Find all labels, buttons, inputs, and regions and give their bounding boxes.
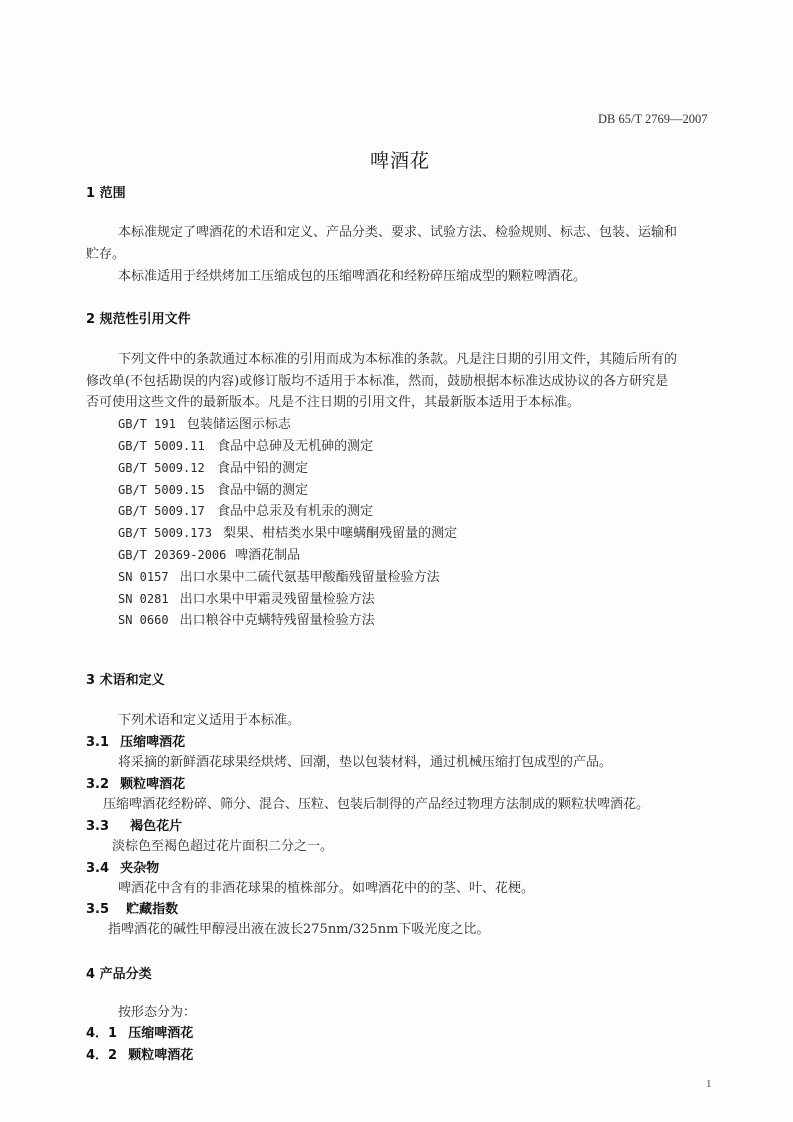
category-number: 4．1 (86, 1026, 118, 1041)
category-name: 压缩啤酒花 (128, 1026, 194, 1041)
reference-item (118, 522, 457, 541)
reference-title: 食品中铅的测定 (217, 461, 309, 476)
term-heading (86, 815, 182, 834)
reference-title: 出口水果中甲霜灵残留量检验方法 (179, 592, 375, 607)
reference-title: 梨果、柑桔类水果中噻螨酮残留量的测定 (223, 526, 458, 541)
term-definition: 指啤酒花的碱性甲醇浸出液在波长275nm/325nm下吸光度之比。 (108, 922, 490, 937)
category-name: 颗粒啤酒花 (128, 1048, 194, 1063)
reference-code: SN 0281 (118, 592, 169, 606)
category-item (86, 1044, 193, 1063)
term-name: 贮藏指数 (126, 902, 179, 917)
category-number: 4．2 (86, 1048, 118, 1063)
term-name: 夹杂物 (120, 861, 160, 876)
reference-title: 出口水果中二硫代氨基甲酸酯残留量检验方法 (179, 570, 440, 585)
page-number: 1 (706, 1078, 712, 1090)
section-2-paragraph-line: 修改单(不包括勘误的内容)或修订版均不适用于本标准，然而，鼓励根据本标准达成协议的各方研究是 (86, 374, 669, 389)
reference-item (118, 566, 440, 585)
section-1-heading: 1 范围 (86, 186, 126, 201)
reference-item (118, 435, 373, 454)
term-definition: 啤酒花中含有的非酒花球果的植株部分。如啤酒花中的的茎、叶、花梗。 (118, 881, 535, 896)
reference-code: SN 0660 (118, 613, 169, 627)
term-number: 3.2 (86, 777, 110, 792)
reference-title: 啤酒花制品 (235, 548, 301, 563)
reference-code: GB/T 5009.15 (118, 483, 205, 497)
reference-code: GB/T 20369-2006 (118, 548, 227, 562)
reference-title: 包装储运图示标志 (186, 417, 291, 432)
reference-title: 食品中镉的测定 (217, 483, 309, 498)
reference-title: 食品中总砷及无机砷的测定 (217, 439, 374, 454)
reference-item (118, 588, 375, 607)
section-1-paragraph-2: 本标准适用于经烘烤加工压缩成包的压缩啤酒花和经粉碎压缩成型的颗粒啤酒花。 (118, 269, 587, 284)
section-2-paragraph-line: 否可使用这些文件的最新版本。凡是不注日期的引用文件，其最新版本适用于本标准。 (86, 395, 581, 410)
term-heading (86, 857, 159, 876)
section-1-paragraph-line: 本标准规定了啤酒花的术语和定义、产品分类、要求、试验方法、检验规则、标志、包装、运输和 (118, 225, 678, 240)
reference-item (118, 609, 375, 628)
term-name: 褐色花片 (130, 819, 183, 834)
reference-code: SN 0157 (118, 570, 169, 584)
term-number: 3.3 (86, 819, 110, 834)
section-4-heading: 4 产品分类 (86, 967, 152, 982)
reference-title: 出口粮谷中克螨特残留量检验方法 (179, 613, 375, 628)
term-definition: 压缩啤酒花经粉碎、筛分、混合、压粒、包装后制得的产品经过物理方法制成的颗粒状啤酒花。 (103, 797, 650, 812)
section-3-intro: 下列术语和定义适用于本标准。 (118, 713, 301, 728)
category-item (86, 1022, 193, 1041)
section-2-paragraph-line: 下列文件中的条款通过本标准的引用而成为本标准的条款。凡是注日期的引用文件，其随后所有的 (118, 352, 678, 367)
page-title: 啤酒花 (370, 150, 431, 172)
section-1-paragraph-line: 贮存。 (86, 247, 126, 262)
term-name: 压缩啤酒花 (120, 735, 186, 750)
reference-item (118, 500, 373, 519)
reference-code: GB/T 5009.12 (118, 461, 205, 475)
term-definition: 淡棕色至褐色超过花片面积二分之一。 (112, 839, 334, 854)
section-4-intro: 按形态分为： (118, 1005, 197, 1020)
reference-code: GB/T 5009.11 (118, 439, 205, 453)
term-number: 3.4 (86, 861, 110, 876)
reference-code: GB/T 5009.17 (118, 504, 205, 518)
section-2-heading: 2 规范性引用文件 (86, 312, 191, 327)
doc-id-header: DB 65/T 2769—2007 (598, 112, 708, 126)
reference-item (118, 479, 308, 498)
reference-item (118, 544, 300, 563)
section-3-heading: 3 术语和定义 (86, 673, 165, 688)
term-definition: 将采摘的新鲜酒花球果经烘烤、回潮，垫以包装材料，通过机械压缩打包成型的产品。 (118, 755, 613, 770)
term-heading (86, 773, 185, 792)
term-heading (86, 898, 178, 917)
reference-item (118, 413, 291, 432)
reference-title: 食品中总汞及有机汞的测定 (217, 504, 374, 519)
term-name: 颗粒啤酒花 (120, 777, 186, 792)
term-number: 3.1 (86, 735, 110, 750)
term-number: 3.5 (86, 902, 110, 917)
reference-item (118, 457, 308, 476)
reference-code: GB/T 5009.173 (118, 526, 212, 540)
term-heading (86, 731, 185, 750)
reference-code: GB/T 191 (118, 417, 176, 431)
